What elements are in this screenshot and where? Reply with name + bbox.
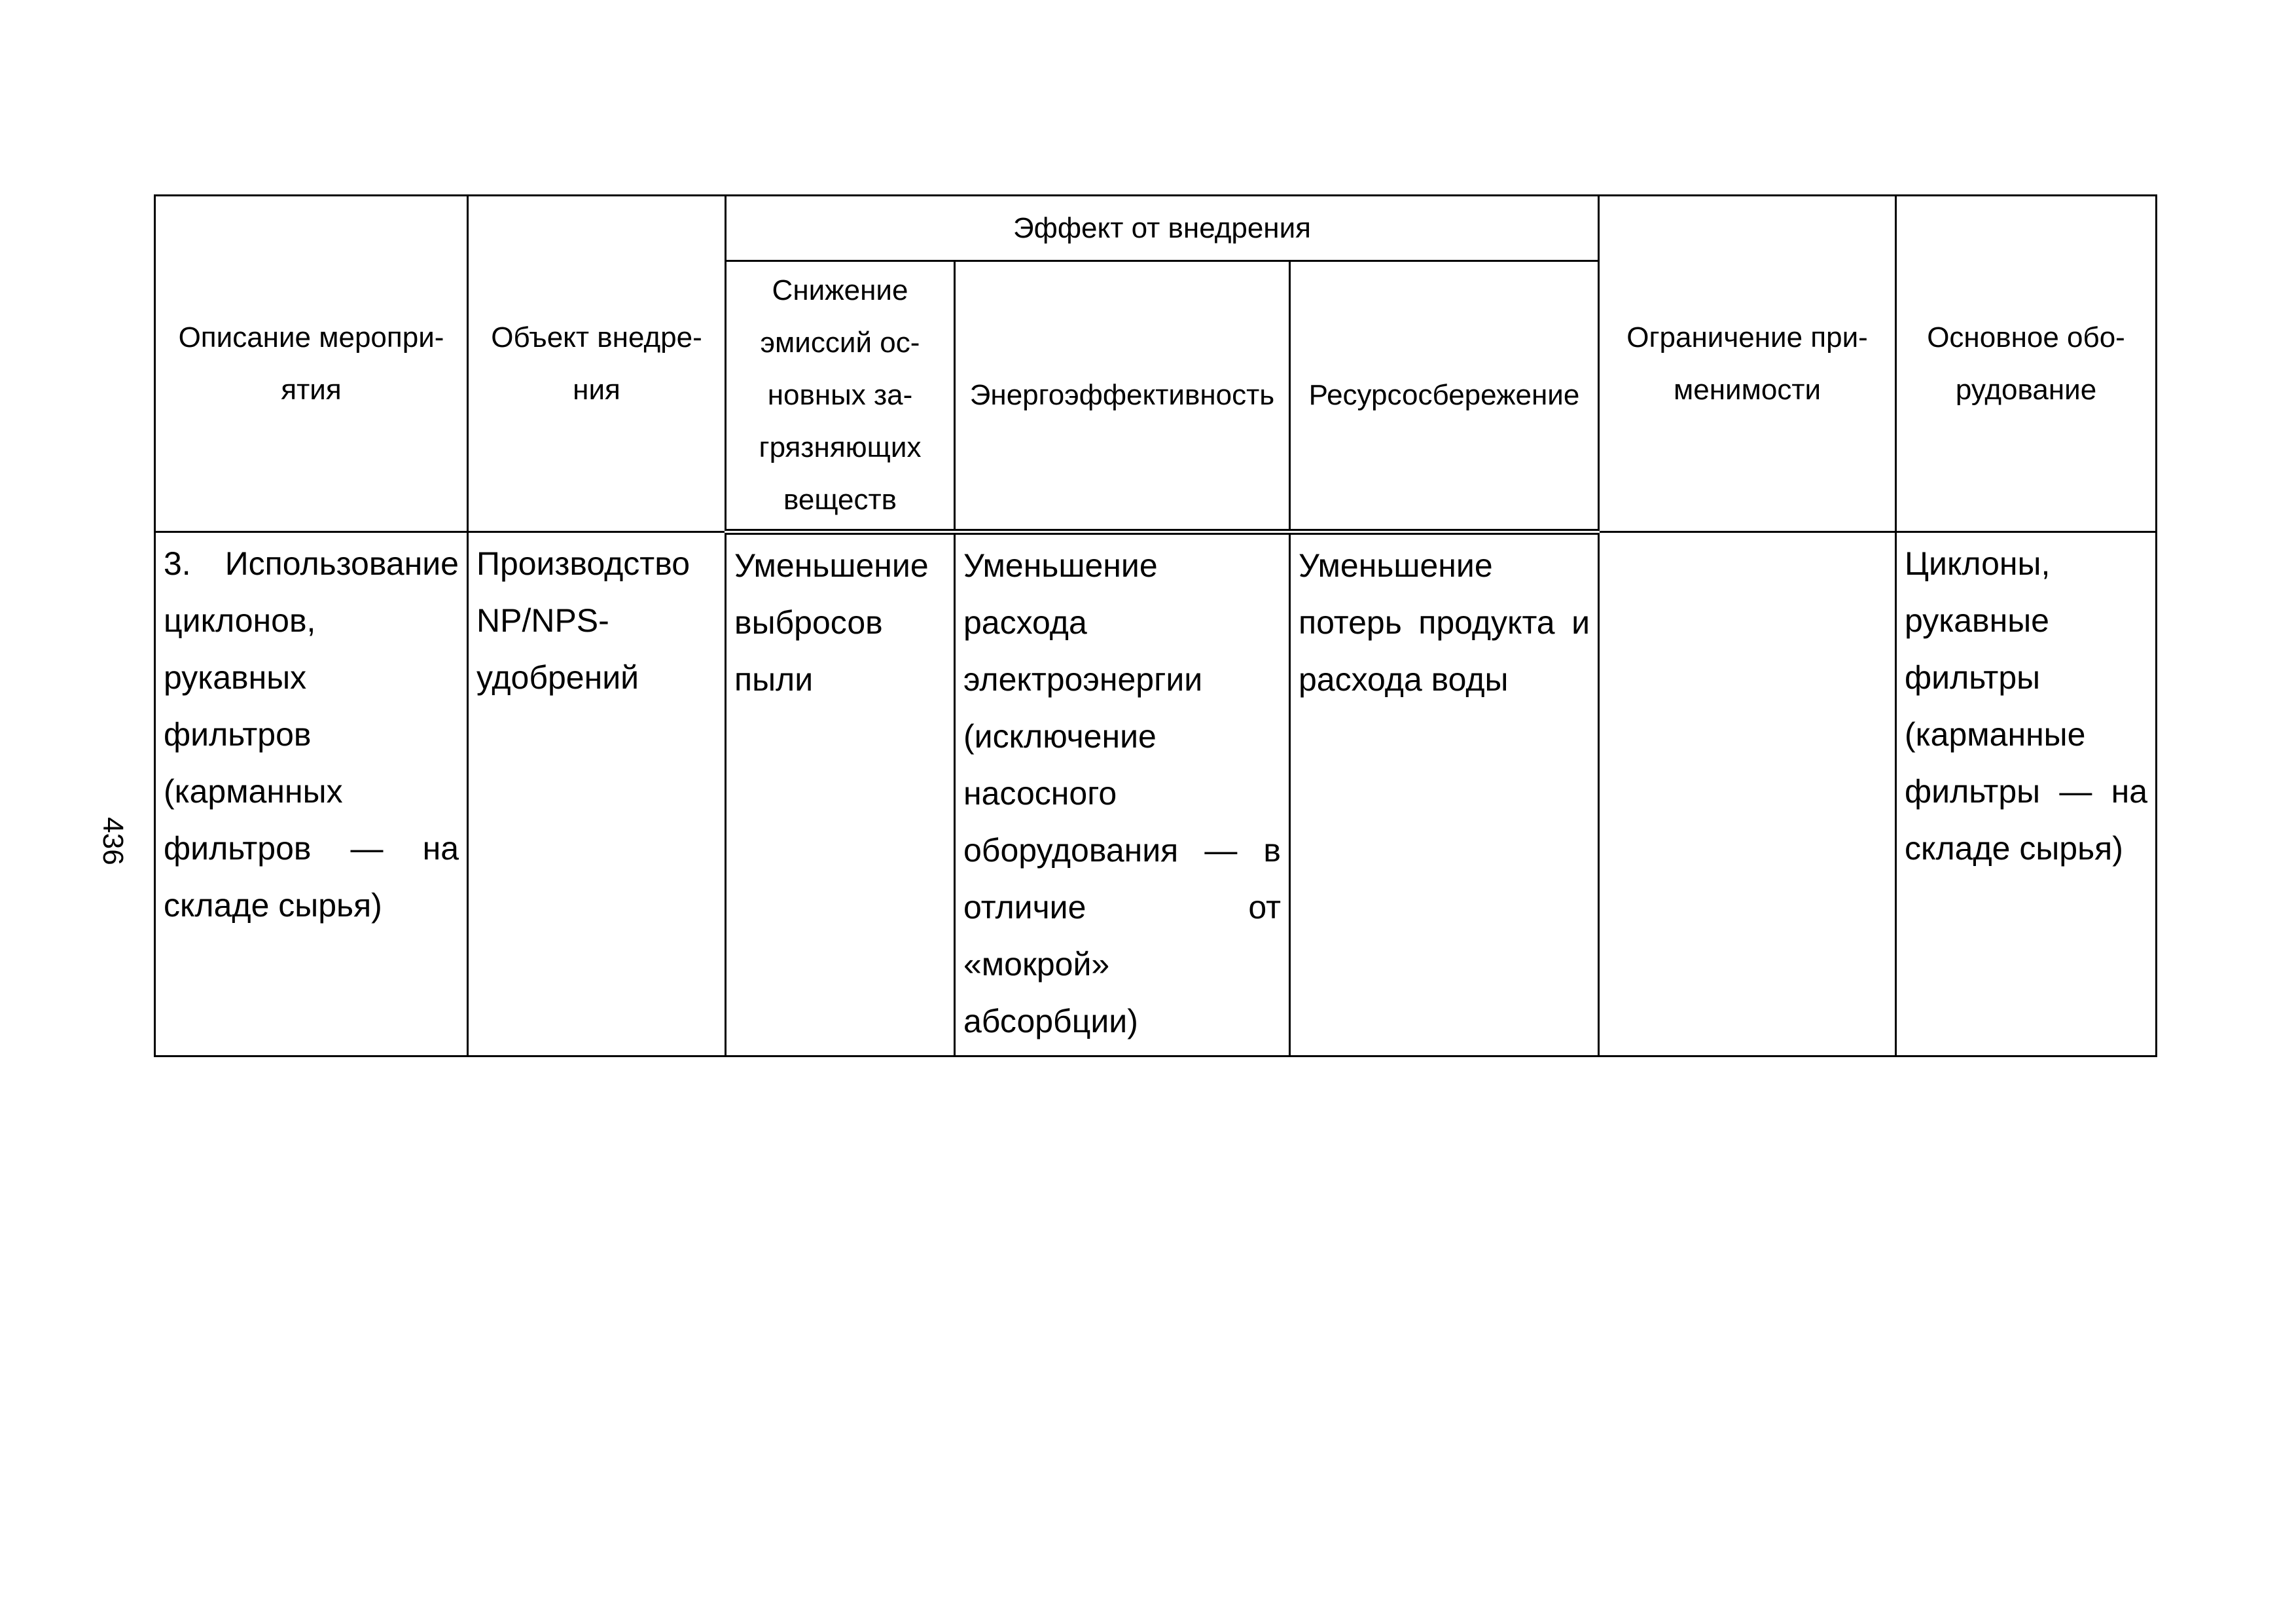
header-emissions-label: Снижение эмиссий ос- новных за- грязняющих веществ xyxy=(759,274,922,516)
cell-emissions xyxy=(726,532,955,1056)
header-emissions xyxy=(726,261,955,532)
cell-energy xyxy=(955,532,1290,1056)
header-description xyxy=(155,196,468,532)
cell-energy-text: Уменьшение расхода электроэнергии (исключение насосного оборудования — в отличие от «мокрой» абсорбции) xyxy=(963,547,1281,1039)
cell-resources xyxy=(1290,532,1599,1056)
header-description-label: Описание меропри- ятия xyxy=(178,321,444,406)
cell-description-text: 3. Использование циклонов, рукавных фильтров (карманных фильтров — на складе сырья) xyxy=(164,545,459,924)
header-limitations-label: Ограничение при- менимости xyxy=(1626,321,1868,406)
cell-object xyxy=(468,532,726,1056)
header-energy: Энергоэффективность xyxy=(955,261,1290,532)
cell-description xyxy=(155,532,468,1056)
table-row xyxy=(155,532,2157,1056)
cell-equipment-text: Циклоны, рукавные фильтры (карманные фильтры — на складе сырья) xyxy=(1905,545,2148,867)
header-limitations xyxy=(1599,196,1896,532)
page-number: 436 xyxy=(97,817,129,865)
cell-emissions-text: Уменьшение выбросов пыли xyxy=(734,547,929,698)
header-effect-group: Эффект от внедрения xyxy=(726,196,1599,261)
header-object xyxy=(468,196,726,532)
header-equipment-label: Основное обо- рудование xyxy=(1927,321,2125,406)
header-row-top xyxy=(155,196,2157,261)
header-equipment xyxy=(1896,196,2157,532)
measures-table xyxy=(154,194,2157,1057)
cell-object-text: Производство NP/NPS-удобрений xyxy=(476,545,691,696)
cell-resources-text: Уменьшение потерь продукта и расхода воды xyxy=(1299,547,1590,698)
cell-limitations xyxy=(1599,532,1896,1056)
cell-equipment xyxy=(1896,532,2157,1056)
header-object-label: Объект внедре- ния xyxy=(491,321,702,406)
header-resources: Ресурсосбережение xyxy=(1290,261,1599,532)
